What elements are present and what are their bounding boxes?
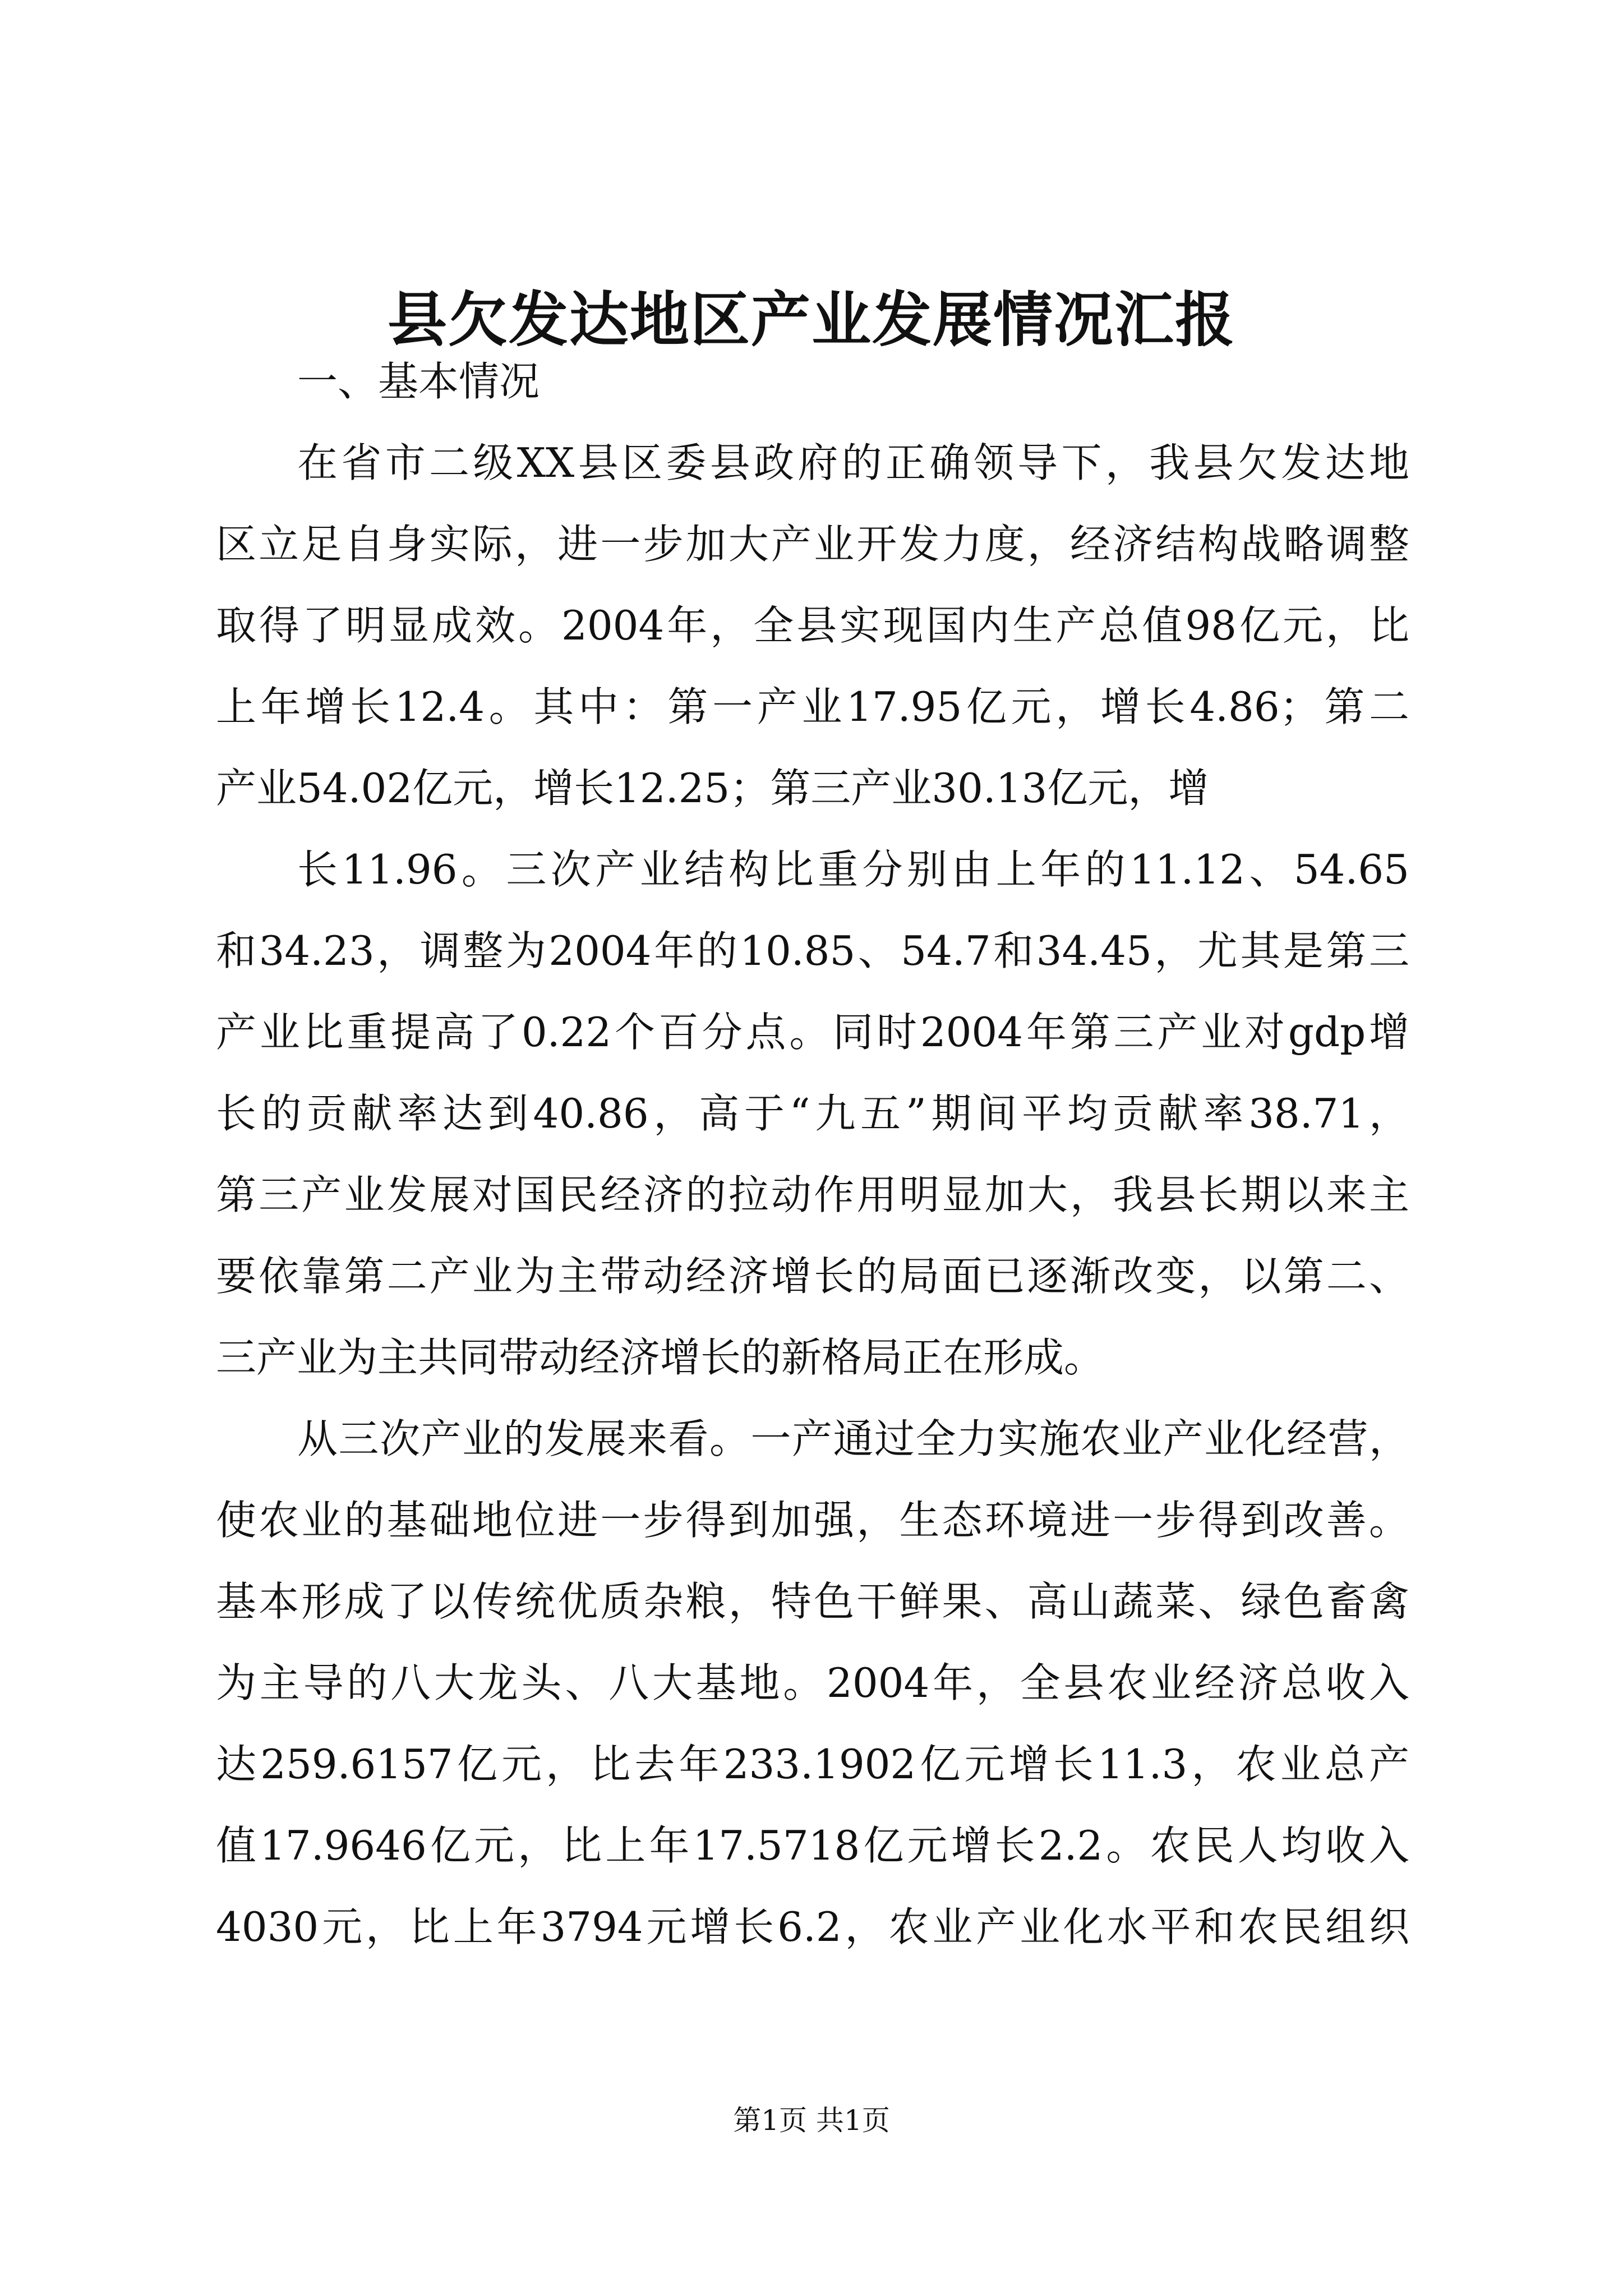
body-line: 在省市二级XX县区委县政府的正确领导下，我县欠发达地 (297, 439, 1409, 486)
body-line: 基本形成了以传统优质杂粮，特色干鲜果、高山蔬菜、绿色畜禽 (216, 1578, 1409, 1625)
page-number: 第1页 共1页 (733, 2104, 890, 2137)
document-title: 县欠发达地区产业发展情况汇报 (388, 284, 1235, 355)
body-line: 从三次产业的发展来看。一产通过全力实施农业产业化经营， (297, 1415, 1409, 1462)
body-line: 上年增长12.4。其中：第一产业17.95亿元，增长4.86；第二 (216, 683, 1409, 730)
body-line: 为主导的八大龙头、八大基地。2004年，全县农业经济总收入 (216, 1659, 1409, 1706)
body-line: 使农业的基础地位进一步得到加强，生态环境进一步得到改善。 (216, 1497, 1409, 1544)
body-line: 区立足自身实际，进一步加大产业开发力度，经济结构战略调整 (216, 521, 1409, 568)
body-line: 4030元，比上年3794元增长6.2，农业产业化水平和农民组织 (216, 1903, 1409, 1950)
body-line: 达259.6157亿元，比去年233.1902亿元增长11.3，农业总产 (216, 1741, 1409, 1788)
body-line: 取得了明显成效。2004年，全县实现国内生产总值98亿元，比 (216, 602, 1409, 649)
body-line: 第三产业发展对国民经济的拉动作用明显加大，我县长期以来主 (216, 1171, 1409, 1218)
body-line: 三产业为主共同带动经济增长的新格局正在形成。 (216, 1334, 1105, 1381)
body-line: 值17.9646亿元，比上年17.5718亿元增长2.2。农民人均收入 (216, 1822, 1409, 1869)
body-line: 长11.96。三次产业结构比重分别由上年的11.12、54.65 (297, 846, 1409, 893)
body-line: 产业比重提高了0.22个百分点。同时2004年第三产业对gdp增 (216, 1009, 1409, 1056)
body-line: 产业54.02亿元，增长12.25；第三产业30.13亿元，增 (216, 765, 1209, 812)
body-line: 和34.23，调整为2004年的10.85、54.7和34.45，尤其是第三 (216, 927, 1409, 974)
body-line: 长的贡献率达到40.86，高于“九五”期间平均贡献率38.71， (216, 1090, 1409, 1137)
body-line: 要依靠第二产业为主带动经济增长的局面已逐渐改变，以第二、 (216, 1253, 1409, 1300)
section-heading: 一、基本情况 (297, 358, 540, 405)
